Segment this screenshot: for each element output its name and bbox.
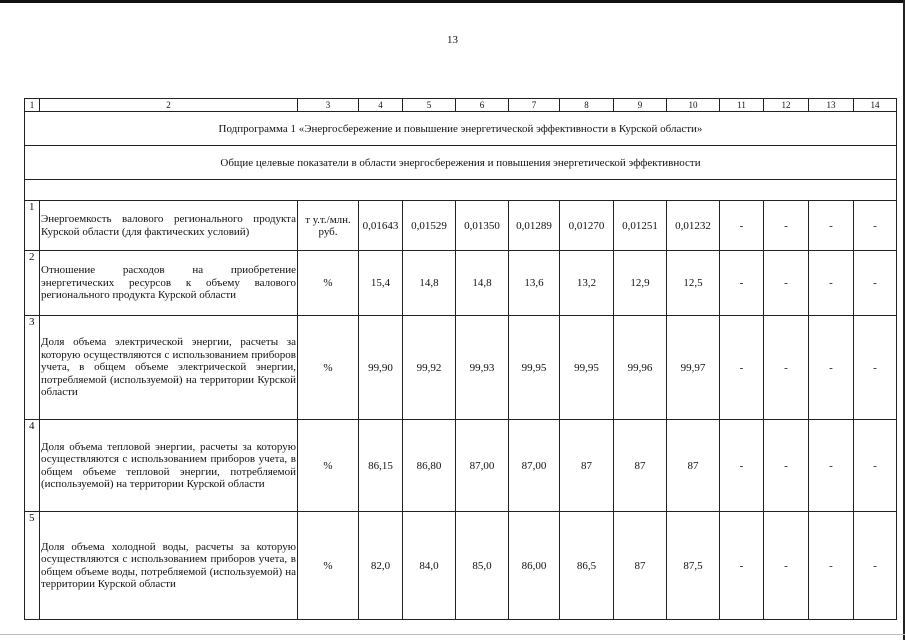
value-cell: - xyxy=(809,420,854,512)
value-cell: 84,0 xyxy=(403,512,456,620)
value-cell: 99,90 xyxy=(359,316,403,420)
unit-cell: т у.т./млн. руб. xyxy=(298,201,359,251)
column-number: 8 xyxy=(560,99,614,112)
value-cell: 86,80 xyxy=(403,420,456,512)
value-cell: 15,4 xyxy=(359,251,403,316)
column-number: 7 xyxy=(509,99,560,112)
value-cell: - xyxy=(720,420,764,512)
unit-cell: % xyxy=(298,251,359,316)
value-cell: 0,01350 xyxy=(456,201,509,251)
unit-cell: % xyxy=(298,420,359,512)
value-cell: 12,9 xyxy=(614,251,667,316)
column-number: 10 xyxy=(667,99,720,112)
column-number: 13 xyxy=(809,99,854,112)
indicators-table xyxy=(24,98,897,620)
indicator-row xyxy=(25,201,897,251)
value-cell: 82,0 xyxy=(359,512,403,620)
value-cell: 87 xyxy=(560,420,614,512)
value-cell: - xyxy=(854,316,897,420)
value-cell: - xyxy=(809,316,854,420)
value-cell: 13,6 xyxy=(509,251,560,316)
value-cell: 87 xyxy=(667,420,720,512)
value-cell: 0,01289 xyxy=(509,201,560,251)
value-cell: - xyxy=(764,251,809,316)
value-cell: 0,01529 xyxy=(403,201,456,251)
value-cell: 87 xyxy=(614,420,667,512)
column-number: 4 xyxy=(359,99,403,112)
scan-edge-bottom xyxy=(0,634,905,635)
value-cell: - xyxy=(720,201,764,251)
value-cell: - xyxy=(720,251,764,316)
value-cell: 14,8 xyxy=(403,251,456,316)
value-cell: 99,95 xyxy=(509,316,560,420)
value-cell: - xyxy=(854,251,897,316)
value-cell: 99,92 xyxy=(403,316,456,420)
column-number: 12 xyxy=(764,99,809,112)
column-number: 3 xyxy=(298,99,359,112)
value-cell: - xyxy=(764,512,809,620)
value-cell: - xyxy=(854,420,897,512)
value-cell: 0,01251 xyxy=(614,201,667,251)
indicator-row xyxy=(25,512,897,620)
indicator-name: Доля объема холодной воды, расчеты за которую осуществляются с использованием приборов учета, в общем объеме воды, потребляемой (используемой) на территории Курской области xyxy=(40,512,298,620)
column-number: 11 xyxy=(720,99,764,112)
unit-cell: % xyxy=(298,316,359,420)
value-cell: - xyxy=(720,316,764,420)
row-number: 3 xyxy=(25,316,40,420)
value-cell: 0,01232 xyxy=(667,201,720,251)
indicator-row xyxy=(25,251,897,316)
column-number: 6 xyxy=(456,99,509,112)
scan-border-top xyxy=(0,0,905,3)
value-cell: - xyxy=(764,201,809,251)
value-cell: - xyxy=(809,251,854,316)
value-cell: 99,93 xyxy=(456,316,509,420)
row-number: 1 xyxy=(25,201,40,251)
page-number: 13 xyxy=(447,34,458,46)
value-cell: 13,2 xyxy=(560,251,614,316)
indicator-row xyxy=(25,420,897,512)
value-cell: 99,97 xyxy=(667,316,720,420)
indicator-name: Доля объема тепловой энергии, расчеты за которую осуществляются с использованием приборов учета, в общем объеме тепловой энергии, потребляемой (используемой) на территории Курской области xyxy=(40,420,298,512)
value-cell: 85,0 xyxy=(456,512,509,620)
indicator-row xyxy=(25,316,897,420)
value-cell: - xyxy=(764,420,809,512)
indicator-name: Отношение расходов на приобретение энергетических ресурсов к объему валового регионального продукта Курской области xyxy=(40,251,298,316)
indicator-name: Доля объема электрической энергии, расчеты за которую осуществляются с использованием приборов учета, в общем объеме электрической энергии, потребляемой (используемой) на территории Курской области xyxy=(40,316,298,420)
value-cell: 14,8 xyxy=(456,251,509,316)
section-title: Общие целевые показатели в области энергосбережения и повышения энергетической эффективности xyxy=(25,146,897,180)
value-cell: - xyxy=(809,201,854,251)
value-cell: - xyxy=(854,201,897,251)
unit-cell: % xyxy=(298,512,359,620)
value-cell: 86,5 xyxy=(560,512,614,620)
subprogram-title: Подпрограмма 1 «Энергосбережение и повышение энергетической эффективности в Курской области» xyxy=(25,112,897,146)
spacer-row xyxy=(25,180,897,201)
value-cell: 86,15 xyxy=(359,420,403,512)
value-cell: - xyxy=(764,316,809,420)
row-number: 2 xyxy=(25,251,40,316)
section-row xyxy=(25,146,897,180)
value-cell: 99,95 xyxy=(560,316,614,420)
value-cell: 87,00 xyxy=(509,420,560,512)
spacer-cell xyxy=(25,180,897,201)
value-cell: - xyxy=(809,512,854,620)
value-cell: 87 xyxy=(614,512,667,620)
column-number: 2 xyxy=(40,99,298,112)
value-cell: - xyxy=(720,512,764,620)
value-cell: 86,00 xyxy=(509,512,560,620)
row-number: 5 xyxy=(25,512,40,620)
row-number: 4 xyxy=(25,420,40,512)
value-cell: 87,00 xyxy=(456,420,509,512)
column-number: 1 xyxy=(25,99,40,112)
column-number: 5 xyxy=(403,99,456,112)
value-cell: 12,5 xyxy=(667,251,720,316)
value-cell: 0,01270 xyxy=(560,201,614,251)
value-cell: - xyxy=(854,512,897,620)
value-cell: 0,01643 xyxy=(359,201,403,251)
column-number: 9 xyxy=(614,99,667,112)
subprogram-row xyxy=(25,112,897,146)
column-number-row xyxy=(25,99,897,112)
value-cell: 99,96 xyxy=(614,316,667,420)
column-number: 14 xyxy=(854,99,897,112)
value-cell: 87,5 xyxy=(667,512,720,620)
indicator-name: Энергоемкость валового регионального продукта Курской области (для фактических условий) xyxy=(40,201,298,251)
